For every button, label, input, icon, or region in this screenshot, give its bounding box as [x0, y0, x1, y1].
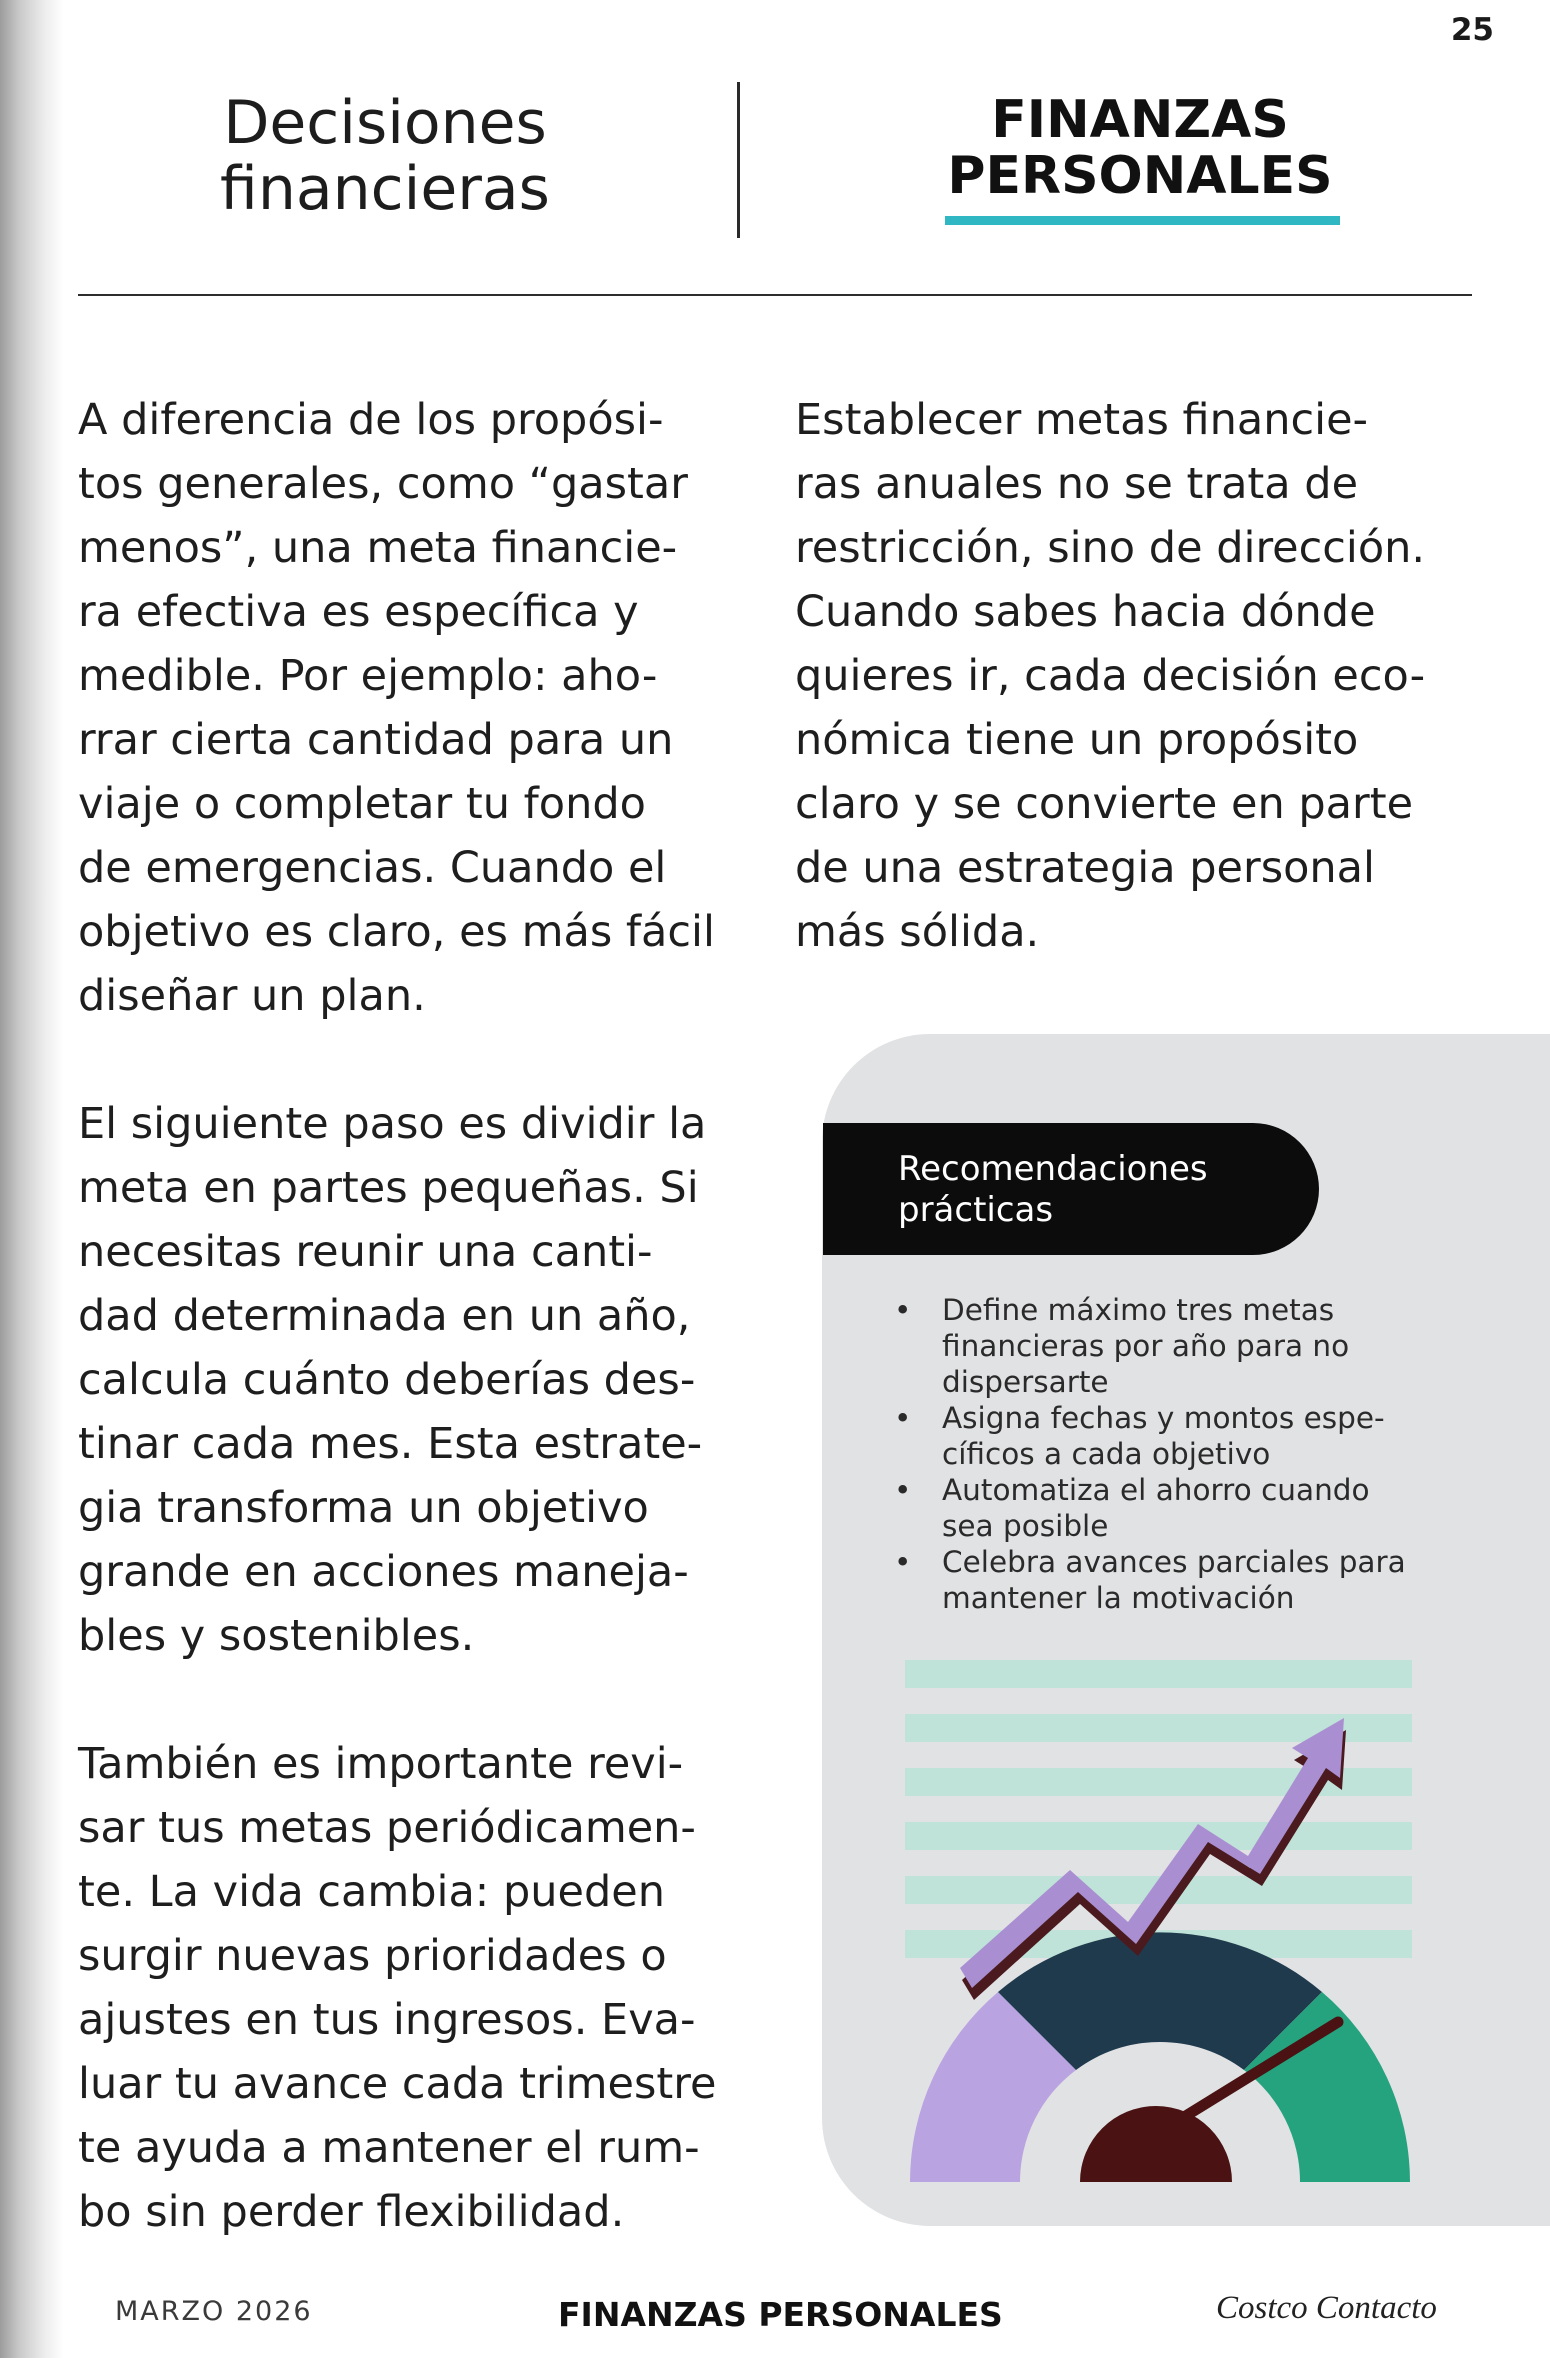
list-item: [890, 1400, 1450, 1472]
left-column: [78, 388, 778, 2244]
issue-date: MARZO 2026: [115, 2296, 313, 2327]
section-title-line1: FINANZAS: [991, 90, 1289, 150]
list-item-text: Celebra avances parciales para mantener la motivación: [942, 1545, 1406, 1615]
paragraph-right: Establecer metas financie- ras anuales no se trata de restricción, sino de dirección. Cuando sabes hacia dónde quieres ir, cada decisión eco- nómica tiene un propósito claro y se convierte en parte de una estrategia personal más sólida.: [795, 395, 1426, 957]
article-title: [150, 90, 620, 222]
recommendations-list: [890, 1292, 1450, 1616]
page-number: 25: [1450, 12, 1494, 48]
header-rule: [78, 294, 1472, 296]
paragraph-3: También es importante revi- sar tus metas periódicamen- te. La vida cambia: pueden surgir nuevas prioridades o ajustes en tus ingresos. Eva- luar tu avance cada trimestre te ayuda a mantener el rum- bo sin perder flexibilidad.: [78, 1739, 717, 2237]
list-item: [890, 1544, 1450, 1616]
footer-section-name: FINANZAS PERSONALES: [558, 2295, 1003, 2334]
recommendations-title-line2: prácticas: [898, 1190, 1054, 1230]
recommendations-title: [823, 1123, 1319, 1255]
list-item-text: Define máximo tres metas financieras por año para no dispersarte: [942, 1293, 1350, 1399]
list-item: [890, 1472, 1450, 1544]
bullet: •: [894, 1473, 912, 1507]
bullet: •: [894, 1293, 912, 1327]
list-item-text: Asigna fechas y montos espe- cíficos a cada objetivo: [942, 1401, 1385, 1471]
paragraph-2: El siguiente paso es dividir la meta en partes pequeñas. Si necesitas reunir una canti- dad determinada en un año, calcula cuánto deberías des- tinar cada mes. Esta estrate- gia transforma un objetivo grande en acciones maneja- bles y sostenibles.: [78, 1099, 707, 1661]
section-title-underline: [945, 216, 1340, 225]
growth-gauge-icon: [900, 1650, 1420, 2190]
list-item: [890, 1292, 1450, 1400]
bullet: •: [894, 1545, 912, 1579]
list-item-text: Automatiza el ahorro cuando sea posible: [942, 1473, 1370, 1543]
header-divider: [737, 82, 740, 238]
article-title-line2: financieras: [220, 154, 550, 224]
paragraph-1: A diferencia de los propósi- tos generales, como “gastar menos”, una meta financie- ra efectiva es específica y medible. Por ejemplo: aho- rrar cierta cantidad para un viaje o completar tu fondo de emergencias. Cuando el objetivo es claro, es más fácil diseñar un plan.: [78, 395, 715, 1021]
recommendations-title-line1: Recomendaciones: [898, 1149, 1208, 1189]
section-title: [900, 92, 1380, 204]
right-column: [795, 388, 1495, 964]
section-title-line2: PERSONALES: [947, 146, 1333, 206]
publication-logo: Costco Contacto: [1216, 2290, 1437, 2326]
book-spine-shadow: [0, 0, 64, 2358]
gauge-needle-hub: [1080, 2106, 1232, 2182]
article-title-line1: Decisiones: [223, 88, 547, 158]
bullet: •: [894, 1401, 912, 1435]
